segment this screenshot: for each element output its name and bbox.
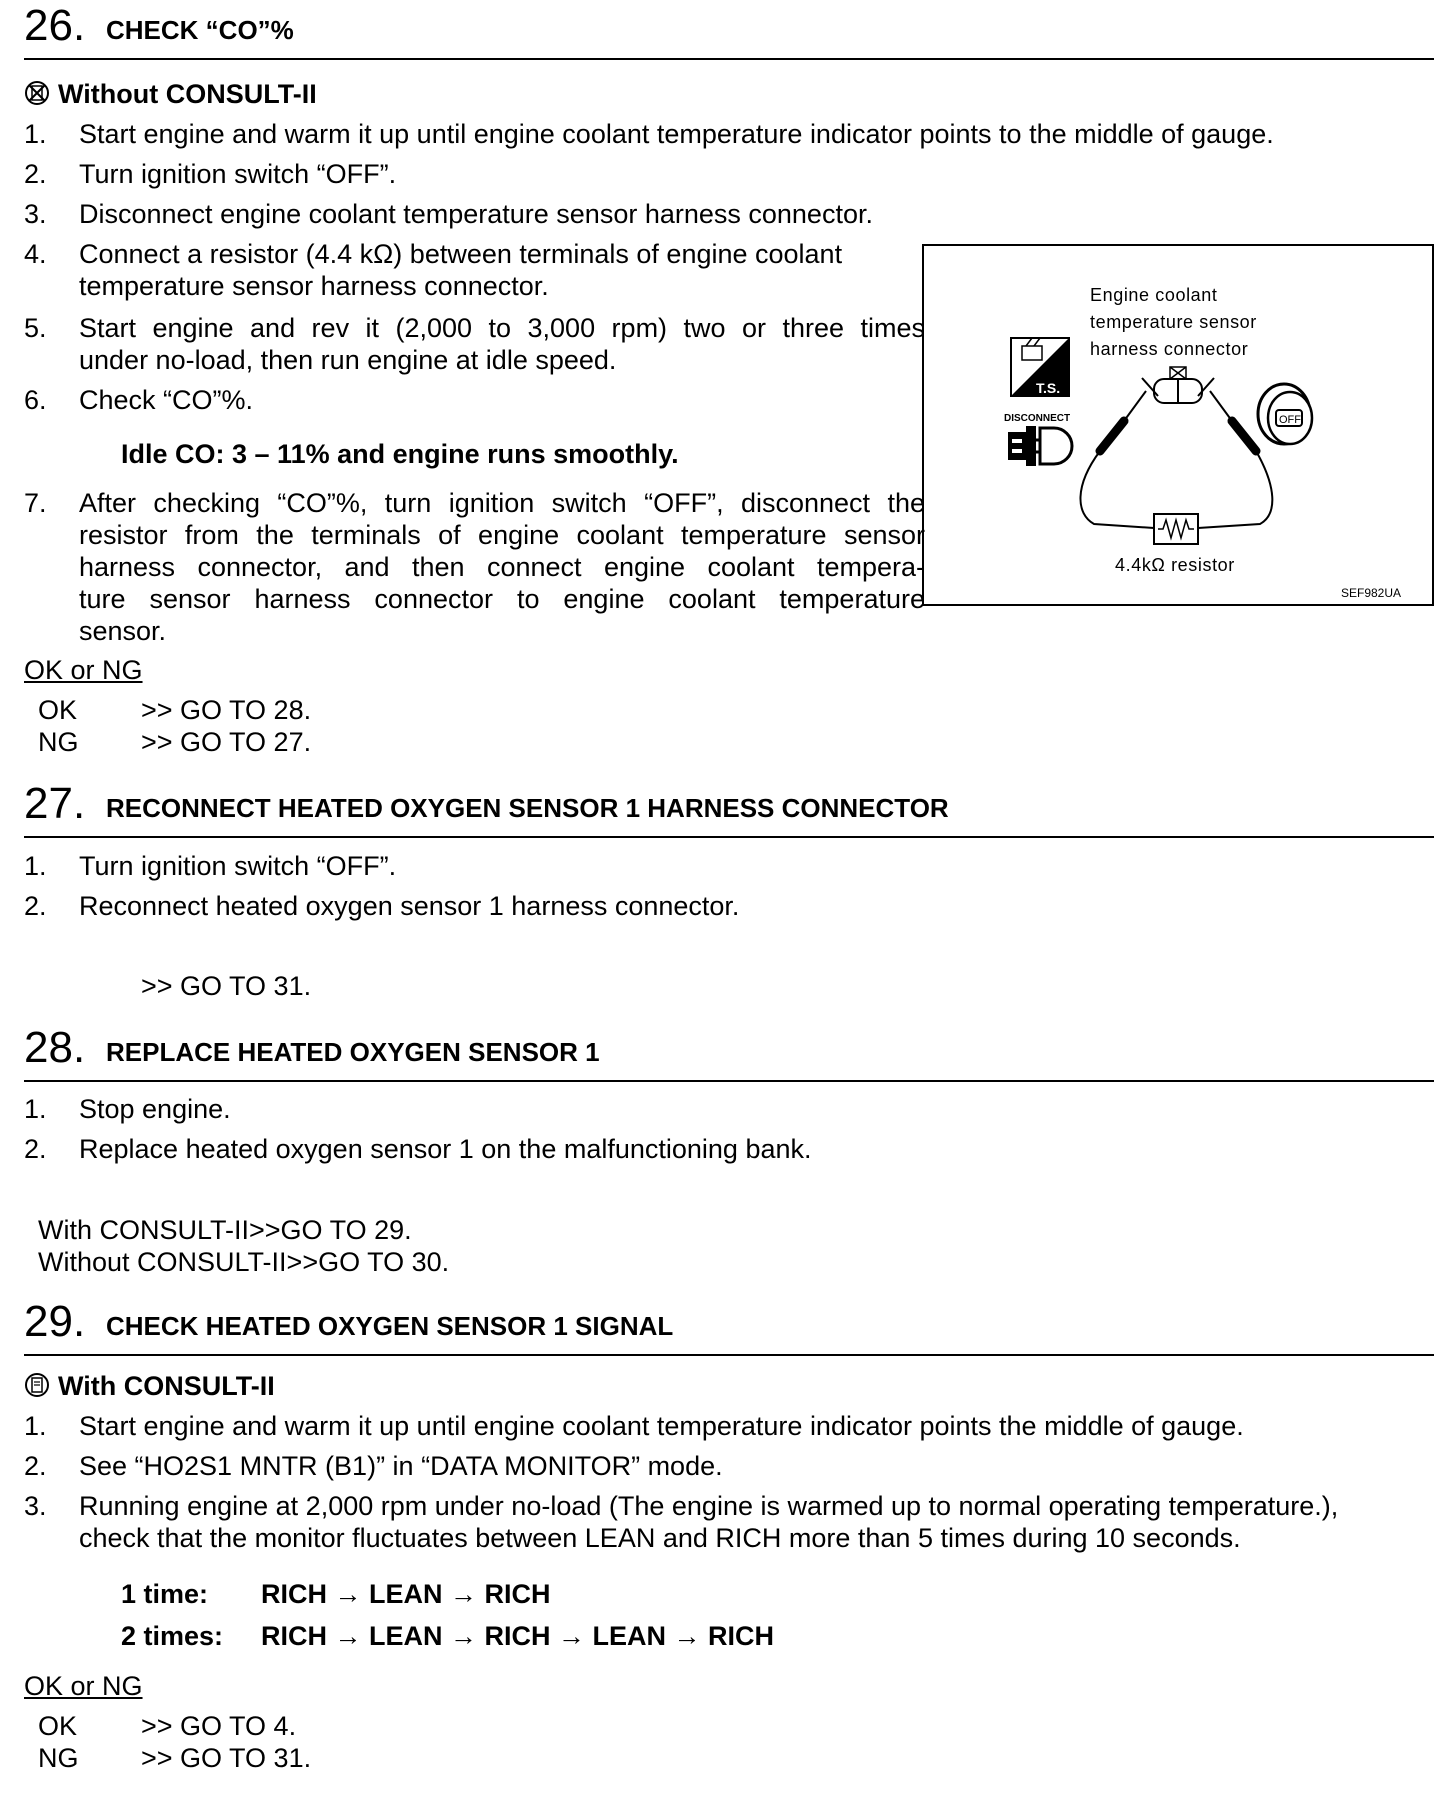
step-27-header	[24, 778, 1434, 838]
step-title: CHECK HEATED OXYGEN SENSOR 1 SIGNAL	[106, 1311, 674, 1341]
spec-label: 1 time:	[121, 1579, 209, 1609]
without-consult-goto-link[interactable]: Without CONSULT-II>>GO TO 30.	[38, 1247, 450, 1277]
step-title: CHECK “CO”%	[106, 15, 294, 45]
step-title: REPLACE HEATED OXYGEN SENSOR 1	[106, 1037, 600, 1067]
mode-without-consult: Without CONSULT-II	[24, 78, 317, 110]
spec-label: 2 times:	[121, 1621, 224, 1651]
svg-text:DISCONNECT: DISCONNECT	[1004, 413, 1071, 424]
disconnect-icon	[1004, 413, 1072, 466]
ng-goto-link[interactable]: >> GO TO 27.	[141, 727, 312, 757]
resistor-label: 4.4kΩ resistor	[1115, 555, 1235, 575]
figure-label: temperature sensor	[1090, 312, 1257, 332]
ignition-off-icon	[1258, 384, 1312, 444]
ng-label: NG	[38, 727, 79, 757]
step-title: RECONNECT HEATED OXYGEN SENSOR 1 HARNESS CONNECTOR	[106, 793, 949, 823]
figure-code: SEF982UA	[1341, 586, 1402, 600]
step-29-header	[24, 1296, 1434, 1356]
figure-drawing	[924, 246, 1432, 604]
wiring-figure	[922, 244, 1434, 606]
ok-goto-link[interactable]: >> GO TO 28.	[141, 695, 312, 725]
step-number: 26.	[24, 1, 86, 50]
spec-value: RICH → LEAN → RICH	[261, 1579, 551, 1609]
goto-link[interactable]: >> GO TO 31.	[141, 971, 312, 1001]
step-28-header	[24, 1022, 1434, 1082]
ng-label: NG	[38, 1743, 79, 1773]
with-consult-goto-link[interactable]: With CONSULT-II>>GO TO 29.	[38, 1215, 412, 1245]
figure-label: harness connector	[1090, 339, 1249, 359]
step-number: 27.	[24, 779, 86, 828]
idle-co-spec: Idle CO: 3 – 11% and engine runs smoothly.	[121, 439, 679, 469]
ok-or-ng-label: OK or NG	[24, 1671, 143, 1701]
ok-label: OK	[38, 695, 78, 725]
resistor-symbol	[1154, 514, 1198, 544]
svg-text:T.S.: T.S.	[1036, 380, 1061, 396]
consult-icon	[24, 1372, 50, 1398]
ok-goto-link[interactable]: >> GO TO 4.	[141, 1711, 297, 1741]
step-number: 29.	[24, 1297, 86, 1346]
step-number: 28.	[24, 1023, 86, 1072]
spec-value: RICH → LEAN → RICH → LEAN → RICH	[261, 1621, 774, 1651]
ok-label: OK	[38, 1711, 78, 1741]
step-26-header	[24, 0, 1434, 60]
no-consult-icon	[24, 80, 50, 106]
mode-with-consult: With CONSULT-II	[24, 1370, 275, 1402]
svg-text:OFF: OFF	[1279, 414, 1301, 426]
ts-icon	[1011, 338, 1069, 396]
figure-label: Engine coolant	[1090, 285, 1218, 305]
ng-goto-link[interactable]: >> GO TO 31.	[141, 1743, 312, 1773]
harness-connector	[1154, 367, 1202, 403]
ok-or-ng-label: OK or NG	[24, 655, 143, 685]
